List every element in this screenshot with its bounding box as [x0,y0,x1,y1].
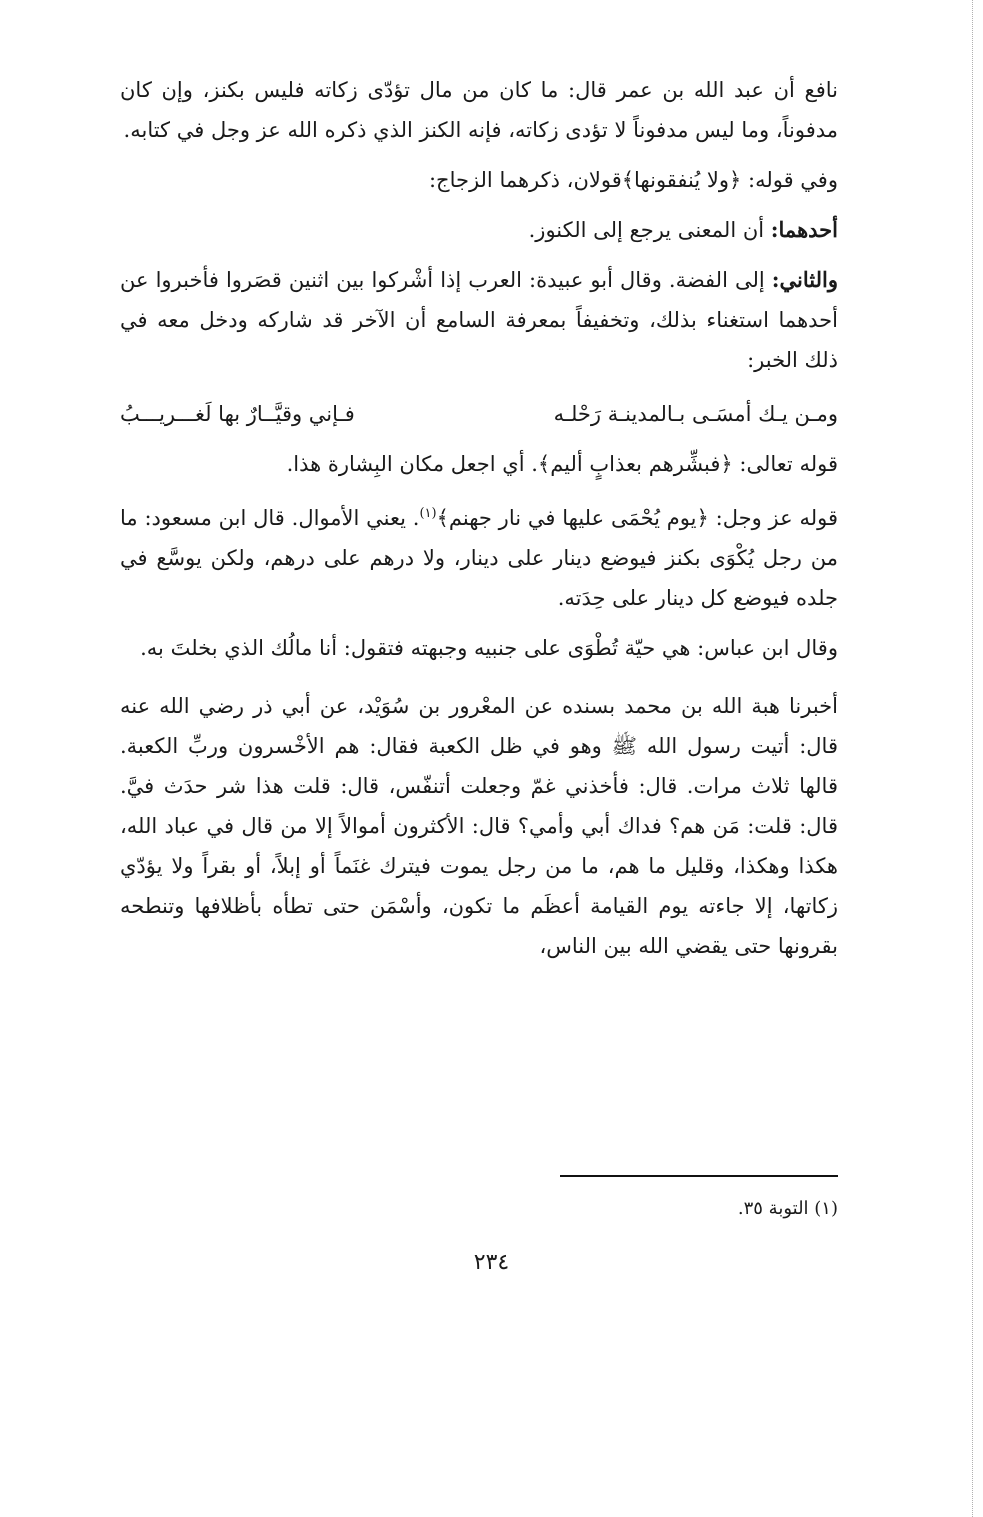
verse-second-hemistich: فـإني وقيَّــارٌ بها لَغـــريـــبُ [120,402,355,426]
paragraph-ibn-abbas: وقال ابن عباس: هي حيّة تُطْوَى على جنبيه وجبهته فتقول: أنا مالُك الذي بخلتَ به. [140,636,838,660]
paragraph-first-opinion [120,210,838,250]
footnote-separator [560,1175,838,1177]
label-second: والثاني: [771,267,838,292]
footnote: (١) التوبة ٣٥. [737,1198,838,1219]
verse-first-hemistich: ومـن يـك أمسَـى بـالمدينـة رَحْلـه [553,402,838,426]
page-edge-border [972,0,973,1517]
paragraph-hadith-abu-dharr: أخبرنا هبة الله بن محمد بسنده عن المعْرور بن سُوَيْد، عن أبي ذر رضي الله عنه قال: أتيت رسول الله ﷺ وهو في ظل الكعبة فقال: هم الأخْسرون وربِّ الكعبة. قالها ثلاث مرات. قال: فأخذني غمّ وجعلت أتنفّس، قال: قلت هذا شر حدَث فيَّ. قال: قلت: مَن هم؟ فداك أبي وأمي؟ قال: الأكثرون أموالاً إلا من قال في عباد الله، هكذا وهكذا، وقليل ما هم، ما من رجل يموت فيترك غنَماً أو إبلاً، أو بقراً ولا يؤدّي زكاتها، إلا جاءته يوم القيامة أعظَم ما تكون، وأسْمَن حتى تطأه بأظلافها وتنطحه بقرونها حتى يقضي الله بين الناس، [120,694,838,958]
paragraph-glad-tidings: قوله تعالى: ﴿فبشِّرهم بعذابٍ أليم﴾. أي اجعل مكان البِشارة هذا. [286,452,838,476]
page-body [120,70,838,966]
footnote-reference: (١) [419,506,437,521]
poetry-verse [120,394,838,434]
paragraph-two-opinions: وفي قوله: ﴿ولا يُنفقونها﴾قولان، ذكرهما الزجاج: [428,168,838,192]
paragraph-second-opinion [120,260,838,380]
paragraph-yawma-yuhma [120,494,838,618]
paragraph-nafi: نافع أن عبد الله بن عمر قال: ما كان من مال تؤدّى زكاته فليس بكنز، وإن كان مدفوناً، وما ليس مدفوناً لا تؤدى زكاته، فإنه الكنز الذي ذكره الله عز وجل في كتابه. [120,78,838,142]
ibn-masud-text: . يعني الأموال. قال ابن مسعود: ما من رجل يُكْوَى بكنز فيوضع دينار على دينار، ولا درهم على درهم، ولكن يوسَّع في جلده فيوضع كل دينار على حِدَته. [120,506,838,610]
page-number: ٢٣٤ [473,1250,510,1275]
quran-quote: قوله عز وجل: ﴿يوم يُحْمَى عليها في نار جهنم﴾ [436,506,839,530]
label-first: أحدهما: [770,217,838,242]
first-opinion-text: أن المعنى يرجع إلى الكنوز. [528,218,765,242]
second-opinion-text: إلى الفضة. وقال أبو عبيدة: العرب إذا أشْركوا بين اثنين قصَروا فأخبروا عن أحدهما استغناء بذلك، وتخفيفاً بمعرفة السامع أن الآخر قد شاركه ودخل معه في ذلك الخبر: [120,268,838,372]
